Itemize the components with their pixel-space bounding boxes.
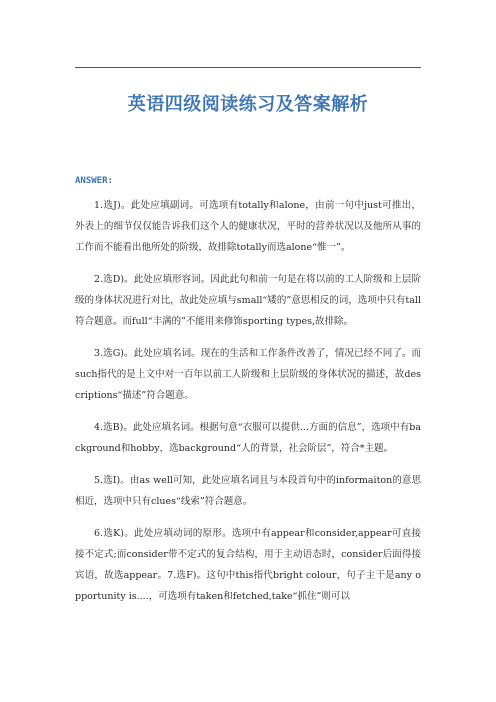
answer-paragraph-3: 3.选G)。此处应填名词。现在的生活和工作条件改善了，情况已经不同了。而such指代的是上文中对一百年以前工人阶级和上层阶级的身体状况的描述，故descriptions“描述”符合题意。 [75,348,421,401]
answer-paragraph-4: 4.选B)。此处应填名词。根据句意“衣服可以提供...方面的信息”，选项中有background和hobby，选background“人的背景，社会阶层”，符合*主题。 [75,422,421,454]
answer-body [75,195,421,618]
answer-paragraph-2: 2.选D)。此处应填形容词。因此此句和前一句是在将以前的工人阶级和上层阶级的身体状况进行对比，故此处应填与small“矮的”意思相反的词，选项中只有tall符合题意。而full“丰满的”不能用来修饰sporting types,故排除。 [75,274,421,327]
document-title: 英语四级阅读练习及答案解析 [127,94,369,115]
answer-paragraph-6: 6.选K)。此处应填动词的原形。选项中有appear和consider,appear可直接接不定式;而consider带不定式的复合结构，用于主动语态时，consider后面得接宾语，故选appear。7.选F)。这句中this指代bright colour，句子主干是any opportunity is....，可选项有taken和fetched,take“抓住”则可以 [75,528,421,602]
answer-paragraph-1: 1.选J)。此处应填副词。可选项有totally和alone，由前一句中just可推出，外表上的细节仅仅能告诉我们这个人的健康状况，平时的营养状况以及他所从事的工作而不能看出他所处的阶级，故排除totally而选alone“惟一”。 [75,200,421,253]
answer-paragraph-5: 5.选I)。由as well可知，此处应填名词且与本段首句中的informaiton的意思相近，选项中只有clues“线索”符合题意。 [75,475,421,507]
answer-label: ANSWER: [75,176,113,186]
header-rule [75,67,421,68]
